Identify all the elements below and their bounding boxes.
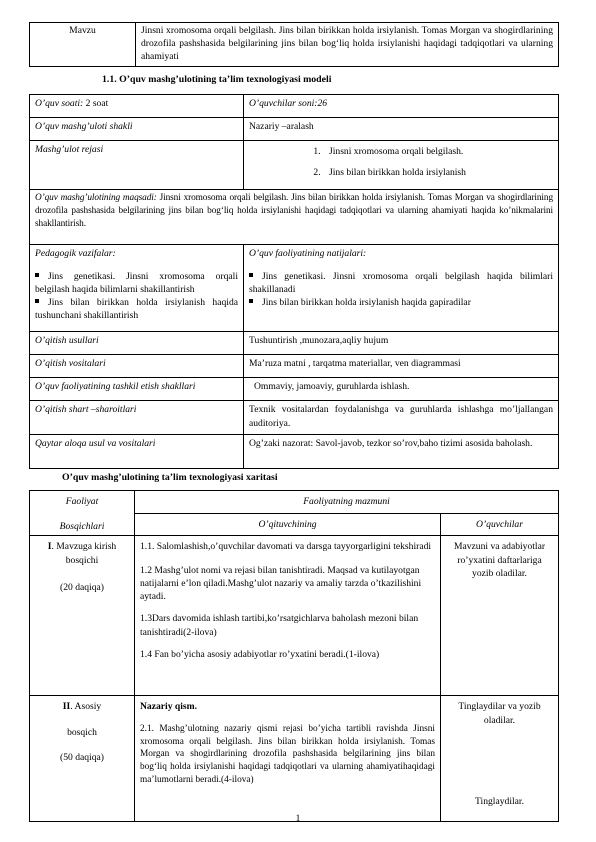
stage2-cell: [30, 696, 135, 822]
stage1-num: I: [47, 541, 52, 553]
methods-value: Tushuntirish ,munozara,aqliy hujum: [244, 332, 559, 355]
stage1-student: Mavzuni va adabiyotlar ro’yxatini daftarlariga yozib oladilar.: [441, 536, 559, 696]
res-list: [249, 270, 553, 310]
stage2-teacher-title: Nazariy qism.: [140, 701, 198, 713]
forms-label: O’quv faoliyatining tashkil etish shakllari: [30, 378, 244, 401]
header-faoliyat: Faoliyat: [65, 496, 99, 507]
section1-title: 1.1. O’quv mashg’ulotining ta’lim texnologiyasi modeli: [102, 74, 332, 85]
stage2-teacher: [135, 696, 441, 822]
goal-cell: [30, 190, 559, 245]
stage1-step: 1.3Dars davomida ishlash tartibi,ko’rsatgichlarva baholash mezoni bilan tanishtiradi(2-ilova): [140, 613, 419, 638]
ped-cell: [30, 245, 244, 332]
stage2-student2: Tinglaydilar.: [475, 796, 524, 808]
fb-label: Qaytar aloqa usul va vositalari: [30, 435, 244, 469]
header-student: O’quvchilar: [441, 513, 559, 536]
stage1-teacher: [135, 536, 441, 696]
goal-label: O’quv mashg’ulotining maqsadi:: [35, 193, 157, 204]
ped-label: Pedagogik vazifalar:: [35, 248, 116, 260]
page-number: 1: [295, 814, 301, 824]
header-content: Faoliyatning mazmuni: [135, 491, 559, 514]
topic-table: [29, 22, 559, 67]
cond-label: O’qitish shart –sharoitlari: [30, 401, 244, 435]
stage2-teacher-text: 2.1. Mashg’ulotning nazariy qismi rejasi bo’yicha tartibli ravishda Jinsni xromosoma orqali belgilash. Jins bilan birikkan holda irsiylanish. Tomas Morgan va shogirdlarining drozofila pashshasida belgilarining jins bilan bog‘liq holda irsiylanishi haqidagi tadqiqotlari va ularning ahamiyatihaqidagi ma’lumotlarni beradi.(4-ilova): [140, 723, 435, 786]
goal-text: Jinsni xromosoma orqali belgilash. Jins bilan birikkan holda irsiylanish. Tomas Morgan va shogirdlarining drozofila pashshasida belgilarining jins bilan bog‘liq holda irsiylanishi haqidagi tadqiqotlari va ularning ahamiyati haqida ko’nikmalarini shakllantirish.: [35, 193, 554, 230]
stage2-student: [441, 696, 559, 822]
plan-list: [249, 145, 553, 179]
stage1-step: 1.1. Salomlashish,o’quvchilar davomati va darsga tayyorgarligini tekshiradi: [140, 541, 432, 553]
tools-label: O’qitish vositalari: [30, 355, 244, 378]
header-faoliyat-cell: [30, 491, 135, 536]
plan-cell: [244, 141, 559, 190]
section2-title: O’quv mashg’ulotining ta’lim texnologiyasi xaritasi: [62, 472, 278, 483]
time-cell: [30, 95, 244, 118]
plan-label: Mashg’ulot rejasi: [30, 141, 244, 190]
stage2-num: II: [62, 701, 71, 713]
cond-value: Texnik vositalardan foydalanishga va guruhlarda ishlashga mo’ljallangan auditoriya.: [244, 401, 559, 435]
plan-item: 2. Jins bilan birikkan holda irsiylanish: [323, 166, 553, 179]
form-label: O’quv mashg’uloti shakli: [30, 118, 244, 141]
res-cell: [244, 245, 559, 332]
stage2-time: (50 daqiqa): [60, 751, 104, 763]
topic-label: Mavzu: [30, 23, 136, 67]
stage1-step: 1.4 Fan bo’yicha asosiy adabiyotlar ro’yxatini beradi.(1-ilova): [140, 648, 380, 660]
ped-item: Jins genetikasi. Jinsni xromosoma orqali belgilash haqida bilimlarni shakillantirish: [35, 270, 238, 295]
plan-item: 1. Jinsni xromosoma orqali belgilash.: [323, 145, 553, 158]
res-item: Jins bilan birikkan holda irsiylanish haqida gapiradilar: [249, 296, 553, 309]
header-bosqich: Bosqichlari: [59, 521, 105, 533]
bullet-icon: [249, 273, 253, 277]
topic-text: Jinsni xromosoma orqali belgilash. Jins bilan birikkan holda irsiylanish. Tomas Morgan va shogirdlarining drozofila pashshasida belgilarining jins bilan bog‘liq holda irsiylanishi haqidagi tadqiqotlari va ularning ahamiyati: [136, 23, 559, 67]
stage1-step: 1.2 Mashg’ulot nomi va rejasi bilan tanishtiradi. Maqsad va kutilayotgan natijalarni e’lon qiladi.Mashg’ulot nazariy va amaliy tarzda o’tkazilishini aytadi.: [140, 564, 422, 603]
stage1-time: (20 daqiqa): [60, 581, 104, 593]
res-label: O’quv faoliyatining natijalari:: [249, 248, 367, 260]
stage1-name: . Mavzuga kirish bosqichi: [51, 541, 117, 566]
stage2-name: . Asosiy: [70, 701, 102, 713]
bullet-icon: [35, 273, 39, 277]
bullet-icon: [249, 299, 253, 303]
time-value: 2 soat: [83, 98, 109, 109]
forms-value: Ommaviy, jamoaviy, guruhlarda ishlash.: [244, 378, 559, 401]
students-cell: O’quvchilar soni:26: [244, 95, 559, 118]
bullet-icon: [35, 299, 39, 303]
map-table: [29, 490, 559, 822]
fb-value: Og’zaki nazorat: Savol-javob, tezkor so’rov,baho tizimi asosida baholash.: [244, 435, 559, 469]
tools-value: Ma’ruza matni , tarqatma materiallar, ven diagrammasi: [244, 355, 559, 378]
stage2-student1: Tinglaydilar va yozib oladilar.: [458, 701, 541, 726]
ped-list: [35, 270, 238, 323]
stage2-name2: bosqich: [67, 726, 97, 738]
header-teacher: O’qituvchining: [135, 513, 441, 536]
res-item: Jins genetikasi. Jinsni xromosoma orqali belgilash haqida bilimlari shakillanadi: [249, 270, 553, 295]
methods-label: O’qitish usullari: [30, 332, 244, 355]
ped-item: Jins bilan birikkan holda irsiylanish haqida tushunchani shakillantirish: [35, 297, 238, 322]
model-table: [29, 94, 559, 469]
time-label: O’quv soati:: [35, 98, 84, 109]
form-value: Nazariy –aralash: [244, 118, 559, 141]
stage1-cell: [30, 536, 135, 696]
